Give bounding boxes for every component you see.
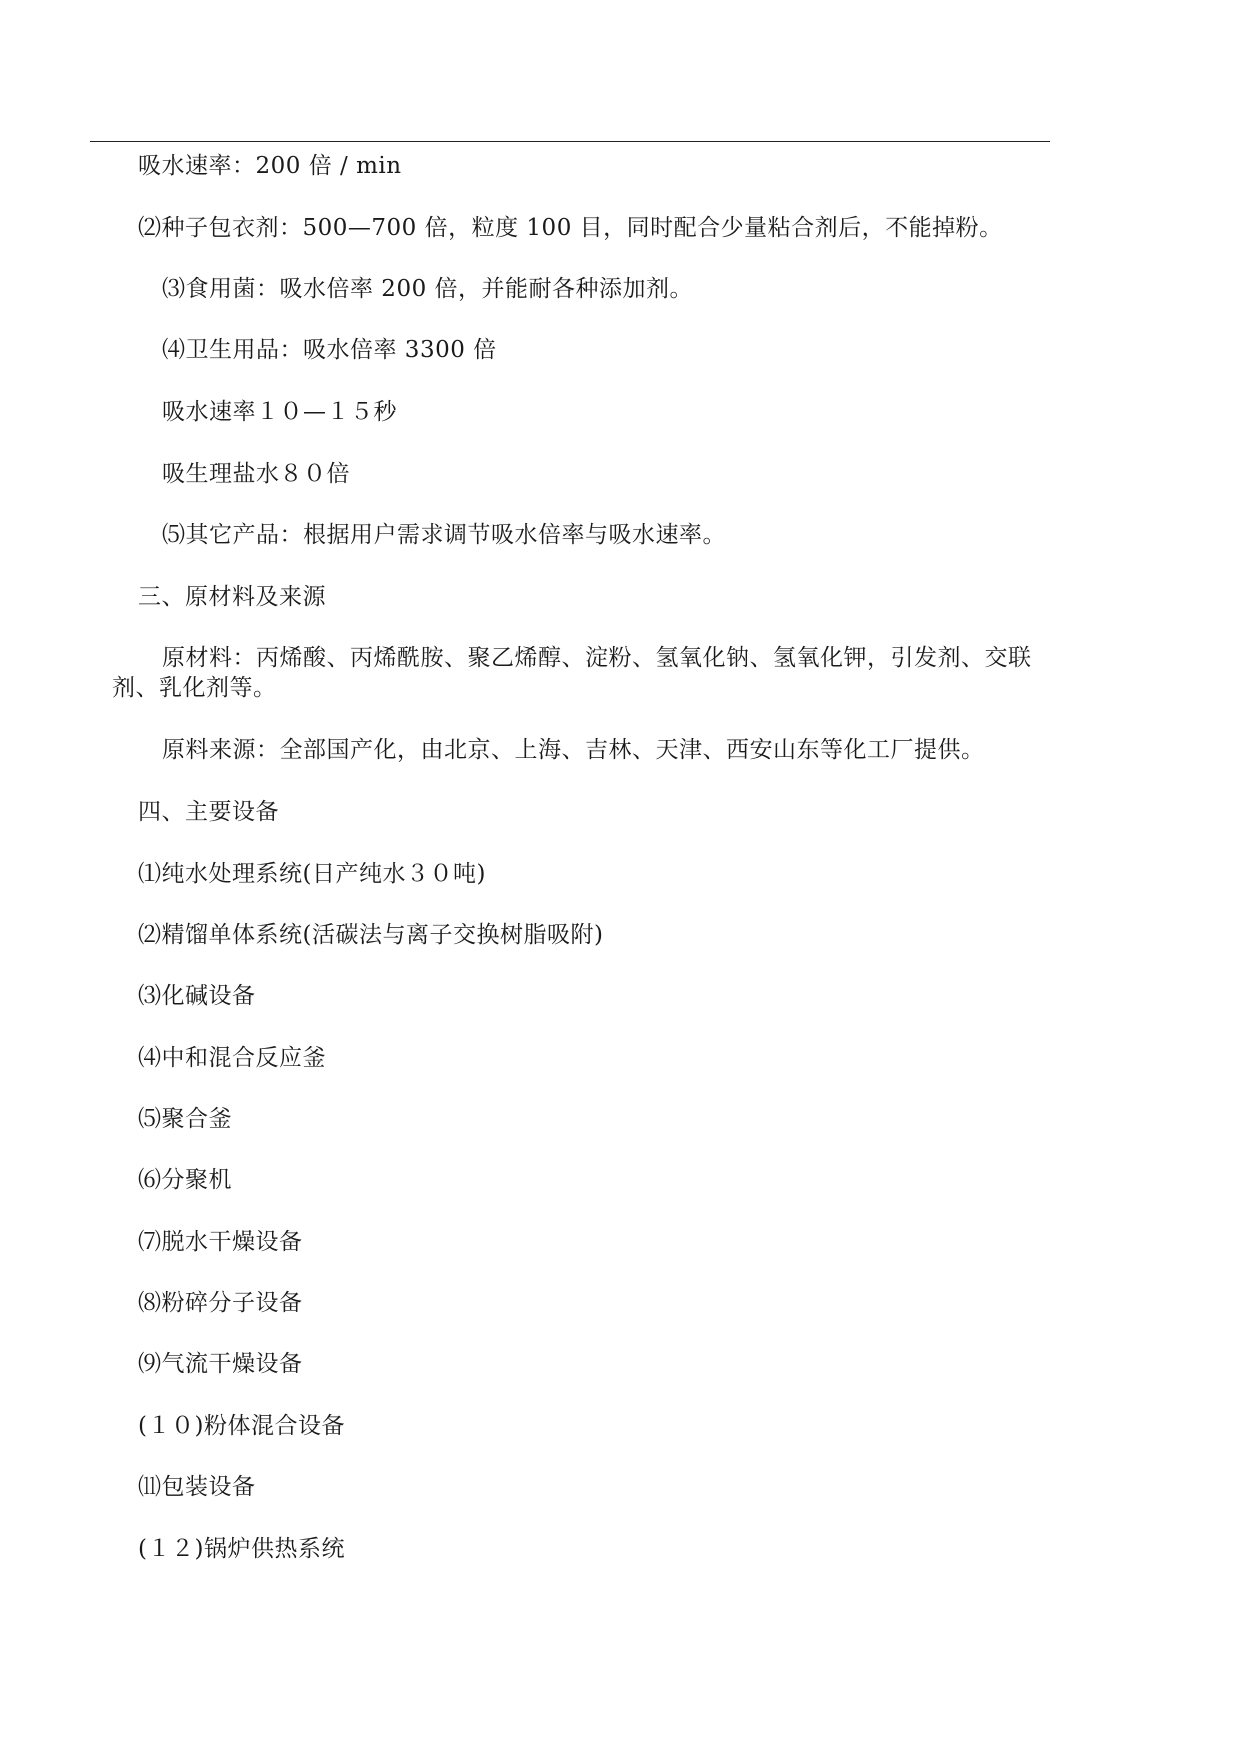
- list-item: ⑻粉碎分子设备: [138, 1290, 303, 1316]
- list-item: (１０)粉体混合设备: [138, 1413, 345, 1439]
- list-item: ⑺脱水干燥设备: [138, 1229, 303, 1255]
- text-line: ⑸其它产品：根据用户需求调节吸水倍率与吸水速率。: [162, 522, 726, 548]
- text-line: ⑷卫生用品：吸水倍率 3300 倍: [162, 337, 497, 363]
- list-item: ⑾包装设备: [138, 1474, 256, 1500]
- list-item: ⑴纯水处理系统(日产纯水３０吨): [138, 861, 486, 887]
- list-item: (１２)锅炉供热系统: [138, 1536, 345, 1562]
- list-item: ⑷中和混合反应釜: [138, 1045, 326, 1071]
- list-item: ⑶化碱设备: [138, 983, 256, 1009]
- list-item: ⑼气流干燥设备: [138, 1351, 303, 1377]
- paragraph: 原材料：丙烯酸、丙烯酰胺、聚乙烯醇、淀粉、氢氧化钠、氢氧化钾，引发剂、交联剂、乳化剂等。: [112, 645, 1032, 701]
- list-item: ⑸聚合釜: [138, 1106, 232, 1132]
- text-line: 吸水速率１０—１５秒: [162, 399, 397, 425]
- text-line: ⑵种子包衣剂：500—700 倍，粒度 100 目，同时配合少量粘合剂后，不能掉粉。: [138, 215, 1003, 241]
- text-line: 原料来源：全部国产化，由北京、上海、吉林、天津、西安山东等化工厂提供。: [162, 737, 985, 763]
- list-item: ⑵精馏单体系统(活碳法与离子交换树脂吸附): [138, 922, 604, 948]
- text-line: ⑶食用菌：吸水倍率 200 倍，并能耐各种添加剂。: [162, 276, 694, 302]
- section-heading: 四、主要设备: [138, 799, 279, 825]
- header-rule: [90, 141, 1050, 142]
- text-line: 吸水速率：200 倍 / min: [138, 153, 402, 179]
- section-heading: 三、原材料及来源: [138, 584, 326, 610]
- text-line: 吸生理盐水８０倍: [162, 461, 350, 487]
- list-item: ⑹分聚机: [138, 1167, 232, 1193]
